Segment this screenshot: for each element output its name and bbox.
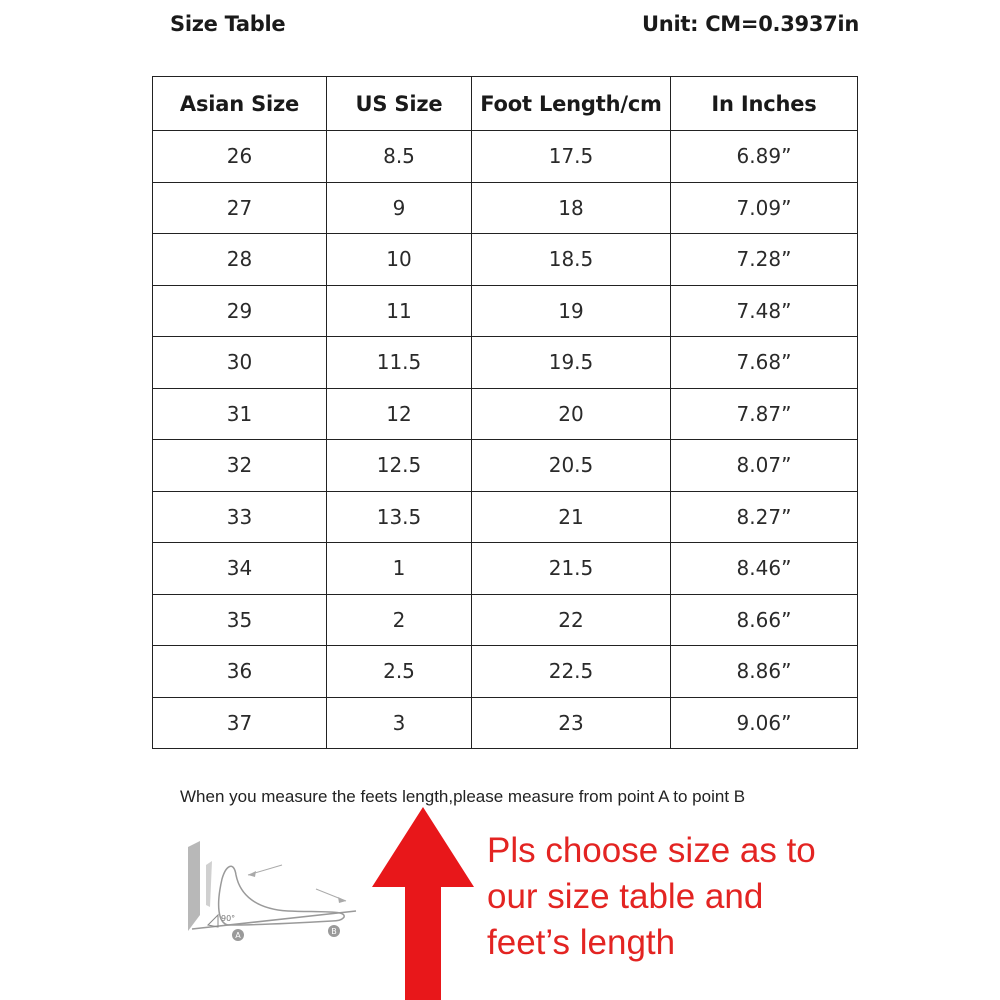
foot-length-cell: 18 bbox=[472, 182, 671, 234]
foot-length-cell: 20.5 bbox=[472, 440, 671, 492]
inches-cell: 7.87” bbox=[671, 388, 858, 440]
inches-cell: 7.09” bbox=[671, 182, 858, 234]
foot-length-cell: 22.5 bbox=[472, 646, 671, 698]
asian-size-cell: 31 bbox=[153, 388, 327, 440]
table-row bbox=[153, 337, 858, 389]
us-size-cell: 12.5 bbox=[327, 440, 472, 492]
red-up-arrow-icon bbox=[368, 805, 478, 1000]
foot-length-cell: 17.5 bbox=[472, 131, 671, 183]
inches-cell: 8.66” bbox=[671, 594, 858, 646]
measure-note: When you measure the feets length,please measure from point A to point B bbox=[180, 787, 746, 806]
asian-size-cell: 28 bbox=[153, 234, 327, 286]
asian-size-cell: 33 bbox=[153, 491, 327, 543]
asian-size-cell: 29 bbox=[153, 285, 327, 337]
inches-cell: 7.68” bbox=[671, 337, 858, 389]
asian-size-cell: 27 bbox=[153, 182, 327, 234]
inches-cell: 8.86” bbox=[671, 646, 858, 698]
us-size-cell: 1 bbox=[327, 543, 472, 595]
asian-size-cell: 32 bbox=[153, 440, 327, 492]
asian-size-cell: 26 bbox=[153, 131, 327, 183]
asian-size-cell: 34 bbox=[153, 543, 327, 595]
us-size-cell: 3 bbox=[327, 697, 472, 749]
point-a-label: A bbox=[235, 931, 241, 940]
table-header-row bbox=[153, 77, 858, 131]
table-row bbox=[153, 646, 858, 698]
us-size-cell: 12 bbox=[327, 388, 472, 440]
foot-length-cell: 18.5 bbox=[472, 234, 671, 286]
foot-length-cell: 19.5 bbox=[472, 337, 671, 389]
table-row bbox=[153, 285, 858, 337]
angle-label: 90° bbox=[221, 914, 236, 923]
table-row bbox=[153, 594, 858, 646]
table-row bbox=[153, 543, 858, 595]
foot-length-cell: 22 bbox=[472, 594, 671, 646]
us-size-cell: 13.5 bbox=[327, 491, 472, 543]
table-row bbox=[153, 182, 858, 234]
page-title: Size Table bbox=[170, 12, 286, 36]
column-header-us-size: US Size bbox=[327, 77, 472, 131]
us-size-cell: 2.5 bbox=[327, 646, 472, 698]
column-header-inches: In Inches bbox=[671, 77, 858, 131]
us-size-cell: 8.5 bbox=[327, 131, 472, 183]
inches-cell: 7.48” bbox=[671, 285, 858, 337]
table-row bbox=[153, 388, 858, 440]
size-callout bbox=[487, 828, 887, 966]
inches-cell: 9.06” bbox=[671, 697, 858, 749]
table-body bbox=[153, 131, 858, 749]
foot-measure-icon bbox=[178, 835, 368, 945]
size-table bbox=[152, 76, 858, 749]
us-size-cell: 9 bbox=[327, 182, 472, 234]
us-size-cell: 11 bbox=[327, 285, 472, 337]
callout-line-2: our size table and bbox=[487, 877, 764, 916]
us-size-cell: 11.5 bbox=[327, 337, 472, 389]
asian-size-cell: 36 bbox=[153, 646, 327, 698]
inches-cell: 8.27” bbox=[671, 491, 858, 543]
table-row bbox=[153, 234, 858, 286]
point-b-label: B bbox=[331, 927, 337, 936]
foot-length-cell: 21.5 bbox=[472, 543, 671, 595]
callout-line-1: Pls choose size as to bbox=[487, 831, 816, 870]
foot-length-cell: 20 bbox=[472, 388, 671, 440]
inches-cell: 8.46” bbox=[671, 543, 858, 595]
column-header-foot-length: Foot Length/cm bbox=[472, 77, 671, 131]
foot-length-cell: 19 bbox=[472, 285, 671, 337]
table-row bbox=[153, 697, 858, 749]
callout-line-3: feet’s length bbox=[487, 923, 676, 962]
us-size-cell: 2 bbox=[327, 594, 472, 646]
foot-length-cell: 23 bbox=[472, 697, 671, 749]
asian-size-cell: 35 bbox=[153, 594, 327, 646]
asian-size-cell: 37 bbox=[153, 697, 327, 749]
column-header-asian-size: Asian Size bbox=[153, 77, 327, 131]
inches-cell: 6.89” bbox=[671, 131, 858, 183]
unit-label: Unit: CM=0.3937in bbox=[642, 12, 859, 36]
table-row bbox=[153, 131, 858, 183]
table-row bbox=[153, 440, 858, 492]
us-size-cell: 10 bbox=[327, 234, 472, 286]
foot-length-cell: 21 bbox=[472, 491, 671, 543]
asian-size-cell: 30 bbox=[153, 337, 327, 389]
inches-cell: 7.28” bbox=[671, 234, 858, 286]
table-row bbox=[153, 491, 858, 543]
inches-cell: 8.07” bbox=[671, 440, 858, 492]
